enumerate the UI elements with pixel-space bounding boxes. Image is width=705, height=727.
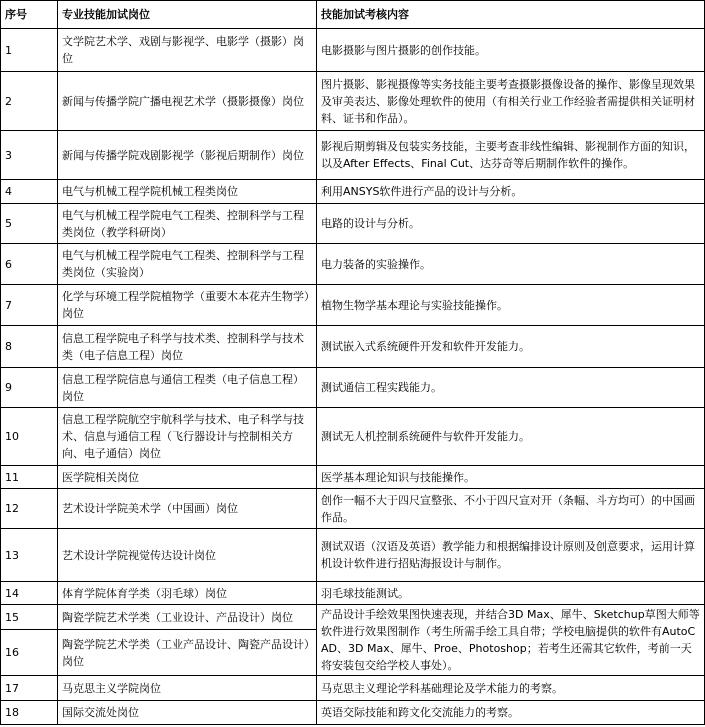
row-num: 12 (1, 489, 58, 529)
row-position: 新闻与传播学院戏剧影视学（影视后期制作）岗位 (58, 131, 317, 180)
row-position: 马克思主义学院岗位 (58, 676, 317, 701)
row-num: 14 (1, 582, 58, 605)
row-content: 影视后期剪辑及包装实务技能，主要考查非线性编辑、影视制作方面的知识，以及After Effects、Final Cut、达芬奇等后期制作软件的操作。 (317, 131, 705, 180)
table-row (1, 180, 705, 204)
row-num: 17 (1, 676, 58, 701)
row-num: 6 (1, 244, 58, 285)
row-position: 国际交流处岗位 (58, 701, 317, 725)
row-content: 医学基本理论知识与技能操作。 (317, 466, 705, 489)
header-num: 序号 (1, 1, 58, 29)
table-row (1, 676, 705, 701)
row-content: 植物生物学基本理论与实验技能操作。 (317, 285, 705, 326)
header-content: 技能加试考核内容 (317, 1, 705, 29)
row-position: 文学院艺术学、戏剧与影视学、电影学（摄影）岗位 (58, 29, 317, 72)
row-content: 测试无人机控制系统硬件与软件开发能力。 (317, 408, 705, 466)
row-position: 陶瓷学院艺术学类（工业产品设计、陶瓷产品设计）岗位 (58, 630, 317, 676)
row-num: 8 (1, 326, 58, 368)
row-num: 18 (1, 701, 58, 725)
row-position: 医学院相关岗位 (58, 466, 317, 489)
table-row (1, 285, 705, 326)
row-content: 英语交际技能和跨文化交流能力的考察。 (317, 701, 705, 725)
row-content: 马克思主义理论学科基础理论及学术能力的考察。 (317, 676, 705, 701)
row-position: 艺术设计学院视觉传达设计岗位 (58, 529, 317, 582)
table-row (1, 466, 705, 489)
table-row (1, 489, 705, 529)
table-row (1, 244, 705, 285)
table-row (1, 701, 705, 725)
row-content: 图片摄影、影视摄像等实务技能主要考查摄影摄像设备的操作、影像呈现效果及审美表达、影像处理软件的使用（有相关行业工作经验者需提供相关证明材料、证书和作品）。 (317, 72, 705, 131)
table-row (1, 529, 705, 582)
table-row (1, 131, 705, 180)
table-row (1, 582, 705, 605)
row-content: 创作一幅不大于四尺宣整张、不小于四尺宣对开（条幅、斗方均可）的中国画作品。 (317, 489, 705, 529)
table-row (1, 204, 705, 244)
row-content: 利用ANSYS软件进行产品的设计与分析。 (317, 180, 705, 204)
row-position: 电气与机械工程学院机械工程类岗位 (58, 180, 317, 204)
row-position: 电气与机械工程学院电气工程类、控制科学与工程类岗位（实验岗） (58, 244, 317, 285)
row-num: 7 (1, 285, 58, 326)
row-content: 电力装备的实验操作。 (317, 244, 705, 285)
row-num: 1 (1, 29, 58, 72)
row-num: 2 (1, 72, 58, 131)
row-num: 13 (1, 529, 58, 582)
row-content: 测试双语（汉语及英语）教学能力和根据编排设计原则及创意要求，运用计算机设计软件进行招贴海报设计与制作。 (317, 529, 705, 582)
row-position: 艺术设计学院美术学（中国画）岗位 (58, 489, 317, 529)
header-position: 专业技能加试岗位 (58, 1, 317, 29)
table-header-row (1, 1, 705, 29)
row-num: 3 (1, 131, 58, 180)
row-position: 体育学院体育学类（羽毛球）岗位 (58, 582, 317, 605)
row-content: 羽毛球技能测试。 (317, 582, 705, 605)
row-num: 5 (1, 204, 58, 244)
row-position: 信息工程学院信息与通信工程类（电子信息工程）岗位 (58, 368, 317, 408)
row-content: 测试嵌入式系统硬件开发和软件开发能力。 (317, 326, 705, 368)
row-position: 信息工程学院电子科学与技术类、控制科学与技术类（电子信息工程）岗位 (58, 326, 317, 368)
row-num: 11 (1, 466, 58, 489)
table-row (1, 72, 705, 131)
row-num: 9 (1, 368, 58, 408)
row-num: 10 (1, 408, 58, 466)
row-position: 新闻与传播学院广播电视艺术学（摄影摄像）岗位 (58, 72, 317, 131)
table-row (1, 408, 705, 466)
row-position: 信息工程学院航空宇航科学与技术、电子科学与技术、信息与通信工程（飞行器设计与控制相关方向、电子通信）岗位 (58, 408, 317, 466)
table-row (1, 326, 705, 368)
row-num: 15 (1, 605, 58, 630)
row-position: 化学与环境工程学院植物学（重要木本花卉生物学）岗位 (58, 285, 317, 326)
table-row (1, 368, 705, 408)
row-content: 电路的设计与分析。 (317, 204, 705, 244)
row-content-merged: 产品设计手绘效果图快速表现，并结合3D Max、犀牛、Sketchup草图大师等软件进行效果图制作（考生所需手绘工具自带；学校电脑提供的软件有AutoCAD、3D Max、犀牛、Proe、Photoshop；若考生还需其它软件，考前一天将安装包交给学校人事处）。 (317, 605, 705, 676)
table-row (1, 605, 705, 630)
table-row (1, 29, 705, 72)
row-position: 陶瓷学院艺术学类（工业设计、产品设计）岗位 (58, 605, 317, 630)
row-position: 电气与机械工程学院电气工程类、控制科学与工程类岗位（教学科研岗） (58, 204, 317, 244)
row-content: 测试通信工程实践能力。 (317, 368, 705, 408)
row-num: 4 (1, 180, 58, 204)
row-num: 16 (1, 630, 58, 676)
row-content: 电影摄影与图片摄影的创作技能。 (317, 29, 705, 72)
